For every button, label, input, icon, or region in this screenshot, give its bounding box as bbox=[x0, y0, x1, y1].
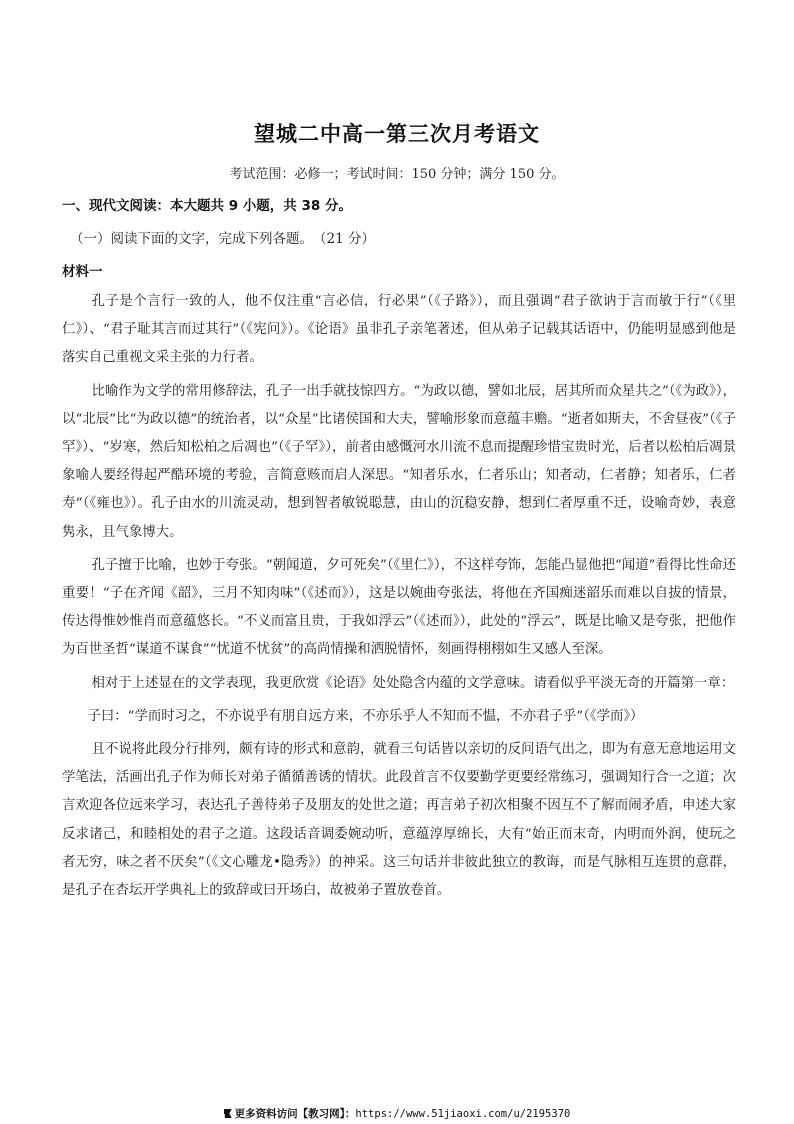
footer-url[interactable]: https://www.51jiaoxi.com/u/2195370 bbox=[355, 1108, 571, 1120]
footer-label: 更多资料访问【教习网】： bbox=[234, 1108, 356, 1120]
section-heading: 一、现代文阅读：本大题共 9 小题，共 38 分。 bbox=[62, 198, 352, 214]
passage-paragraph: 相对于上述显在的文学表现，我更欣赏《论语》处处隐含内蕴的文学意味。请看似乎平淡无奇的开篇第一章： bbox=[91, 675, 735, 691]
passage-paragraph: 孔子擅于比喻，也妙于夸张。“朝闻道，夕可死矣”（《里仁》），不这样夸饰，怎能凸显他把“闻道”看得比性命还重要！“子在齐闻《韶》，三月不知肉味”（《述而》），这是以婉曲夸张法，将他在齐国痴迷韶乐而难以自拔的情景，传达得惟妙惟肖而意蕴悠长。“不义而富且贵，于我如浮云”（《述而》），此处的“浮云”，既是比喻又是夸张，把他作为百世圣哲“谋道不谋食”“忧道不忧贫”的高尚情操和洒脱情怀，刻画得栩栩如生又感人至深。 bbox=[62, 557, 736, 658]
passage-paragraph: 比喻作为文学的常用修辞法，孔子一出手就技惊四方。“为政以德，譬如北辰，居其所而众星共之”（《为政》），以“北辰”比“为政以德”的统治者，以“众星”比诸侯国和大夫，譬喻形象而意蕴丰赡。“逝者如斯夫，不舍昼夜”（《子罕》）、“岁寒，然后知松柏之后凋也”（《子罕》），前者由感慨河水川流不息而提醒珍惜宝贵时光，后者以松柏后凋景象喻人要经得起严酷环境的考验，言简意赅而启人深思。“知者乐水，仁者乐山；知者动，仁者静；知者乐，仁者寿“（《雍也》）。孔子由水的川流灵动，想到智者敏锐聪慧，由山的沉稳安静，想到仁者厚重不迁，设喻奇妙，表意隽永，且气象博大。 bbox=[62, 383, 736, 540]
material-label: 材料一 bbox=[62, 264, 103, 280]
exam-info: 考试范围：必修一；考试时间：150 分钟；满分 150 分。 bbox=[229, 167, 565, 182]
question-instruction: （一）阅读下面的文字，完成下列各题。 （21 分） bbox=[70, 231, 375, 247]
passage-paragraph: 且不说将此段分行排列，颇有诗的形式和意韵，就看三句话皆以亲切的反问语气出之，即为有意无意地运用文学笔法，活画出孔子作为师长对弟子循循善诱的情状。此段首言不仅要勤学更要经常练习，强调知行合一之道；次言欢迎各位远来学习，表达孔子善待弟子及朋友的处世之道；再言弟子初次相聚不因互不了解而闹矛盾，申述大家反求诸己，和睦相处的君子之道。这段话音调委婉动听，意蕴淳厚绵长，大有“始正而末奇，内明而外润，使玩之者无穷，味之者不厌矣”（《文心雕龙•隐秀》）的神采。这三句话并非彼此独立的教诲，而是气脉相互连贯的意群，是孔子在杏坛开学典礼上的致辞或曰开场白，故被弟子置放卷首。 bbox=[62, 742, 736, 899]
reading-passage bbox=[62, 288, 736, 910]
footer-link[interactable] bbox=[0, 1106, 794, 1121]
page-title: 望城二中高一第三次月考语文 bbox=[254, 122, 540, 146]
passage-paragraph: 孔子是个言行一致的人，他不仅注重“言必信，行必果”（《子路》），而且强调“君子欲讷于言而敏于行”（《里仁》）、“君子耻其言而过其行”（《宪问》）。《论语》虽非孔子亲笔著述，但从弟子记载其话语中，仍能明显感到他是落实自己重视文采主张的力行者。 bbox=[62, 294, 736, 366]
flag-icon bbox=[224, 1109, 232, 1118]
passage-quote: 子曰：“学而时习之，不亦说乎有朋自远方来，不亦乐乎人不知而不愠，不亦君子乎”（《学而》） bbox=[87, 708, 644, 724]
